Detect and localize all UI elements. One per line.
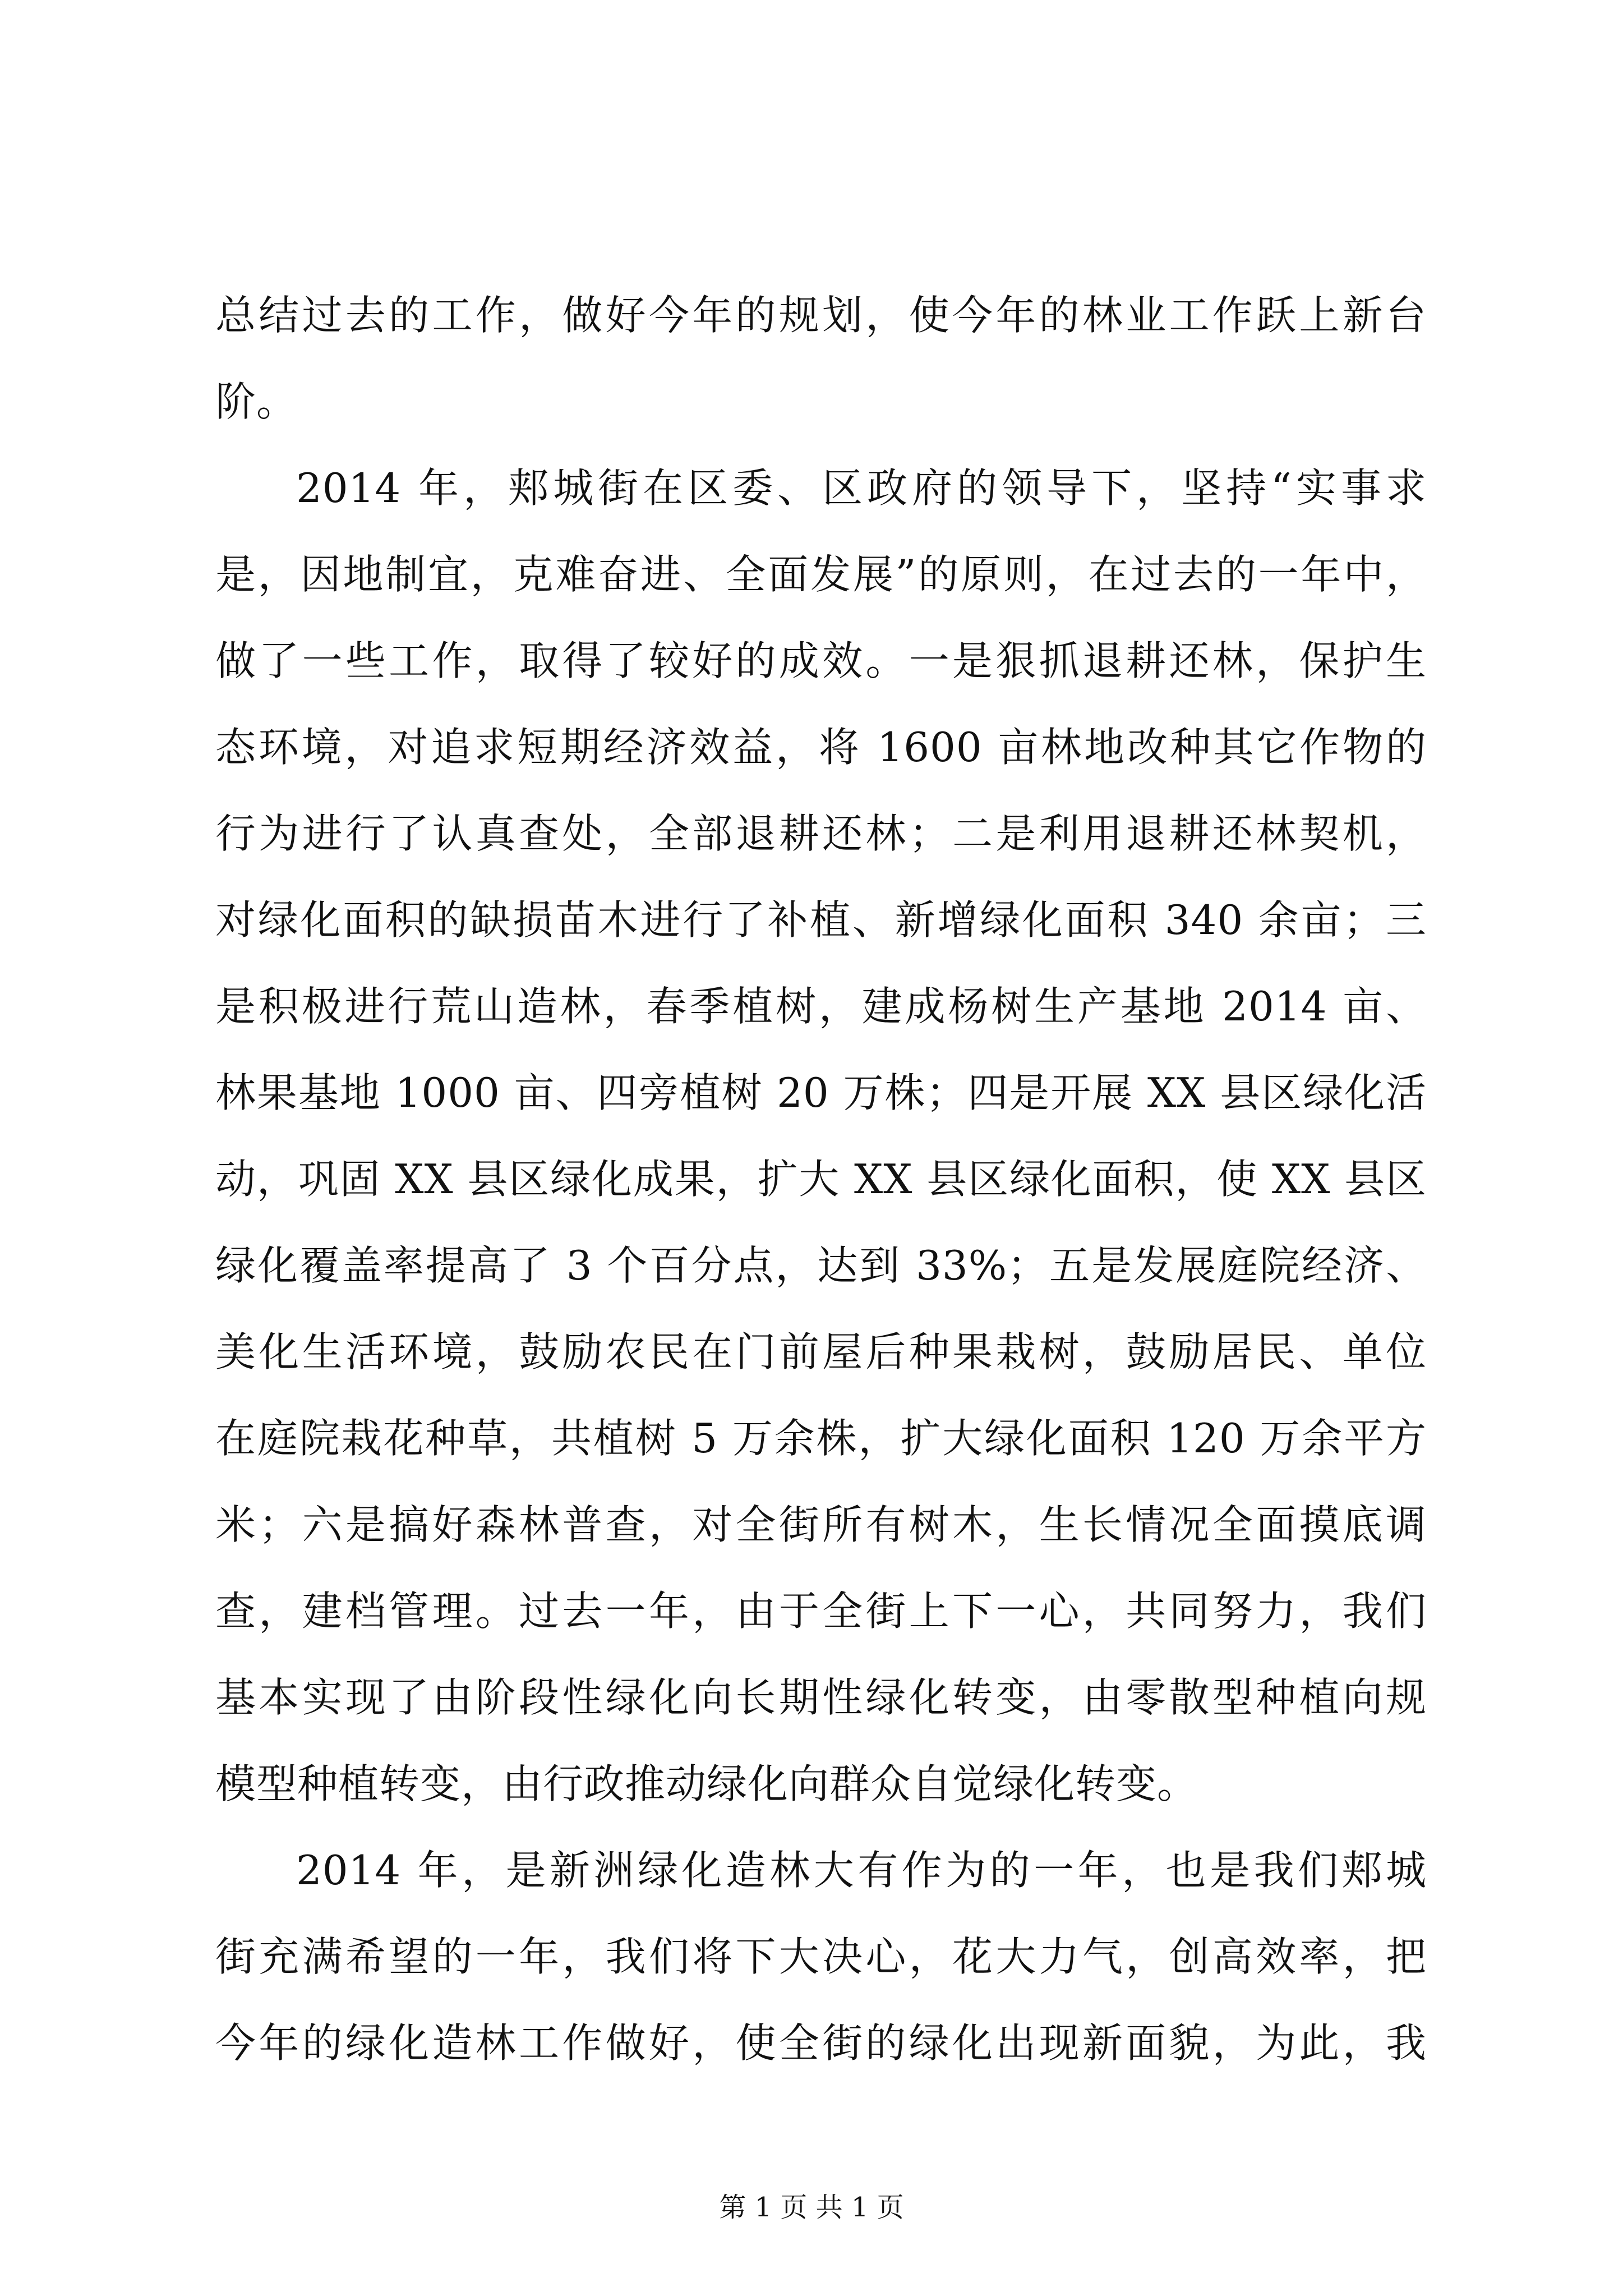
text-line: 做了一些工作，取得了较好的成效。一是狠抓退耕还林，保护生 bbox=[215, 637, 1427, 684]
document-body bbox=[215, 272, 1427, 2086]
text-line: 查，建档管理。过去一年，由于全街上下一心，共同努力，我们 bbox=[215, 1588, 1427, 1635]
text-line: 绿化覆盖率提高了 3 个百分点，达到 33%；五是发展庭院经济、 bbox=[215, 1242, 1427, 1289]
text-line: 在庭院栽花种草，共植树 5 万余株，扩大绿化面积 120 万余平方 bbox=[215, 1415, 1427, 1462]
text-line: 米；六是搞好森林普查，对全街所有树木，生长情况全面摸底调 bbox=[215, 1501, 1427, 1548]
page-number-label: 第 1 页 共 1 页 bbox=[719, 2192, 904, 2223]
text-line: 行为进行了认真查处，全部退耕还林；二是利用退耕还林契机， bbox=[215, 810, 1427, 857]
text-line: 总结过去的工作，做好今年的规划，使今年的林业工作跃上新台 bbox=[215, 292, 1427, 339]
paragraph-start-line: 2014 年，是新洲绿化造林大有作为的一年，也是我们郏城 bbox=[296, 1847, 1427, 1894]
text-line: 基本实现了由阶段性绿化向长期性绿化转变，由零散型种植向规 bbox=[215, 1674, 1427, 1721]
text-line: 对绿化面积的缺损苗木进行了补植、新增绿化面积 340 余亩；三 bbox=[215, 896, 1427, 944]
text-line: 动，巩固 XX 县区绿化成果，扩大 XX 县区绿化面积，使 XX 县区 bbox=[215, 1156, 1427, 1203]
paragraph-start-line: 2014 年，郏城街在区委、区政府的领导下，坚持“实事求 bbox=[296, 464, 1427, 512]
text-line: 林果基地 1000 亩、四旁植树 20 万株；四是开展 XX 县区绿化活 bbox=[215, 1069, 1427, 1116]
text-line: 美化生活环境，鼓励农民在门前屋后种果栽树，鼓励居民、单位 bbox=[215, 1328, 1427, 1375]
text-line: 阶。 bbox=[215, 378, 298, 425]
text-line: 是，因地制宜，克难奋进、全面发展”的原则，在过去的一年中， bbox=[215, 551, 1427, 598]
text-line: 模型种植转变，由行政推动绿化向群众自觉绿化转变。 bbox=[215, 1760, 1198, 1807]
text-line: 态环境，对追求短期经济效益，将 1600 亩林地改种其它作物的 bbox=[215, 724, 1427, 771]
text-line: 今年的绿化造林工作做好，使全街的绿化出现新面貌，为此，我 bbox=[215, 2019, 1427, 2067]
text-line: 街充满希望的一年，我们将下大决心，花大力气，创高效率，把 bbox=[215, 1933, 1427, 1980]
page-footer bbox=[0, 2191, 1623, 2224]
text-line: 是积极进行荒山造林，春季植树，建成杨树生产基地 2014 亩、 bbox=[215, 983, 1427, 1030]
